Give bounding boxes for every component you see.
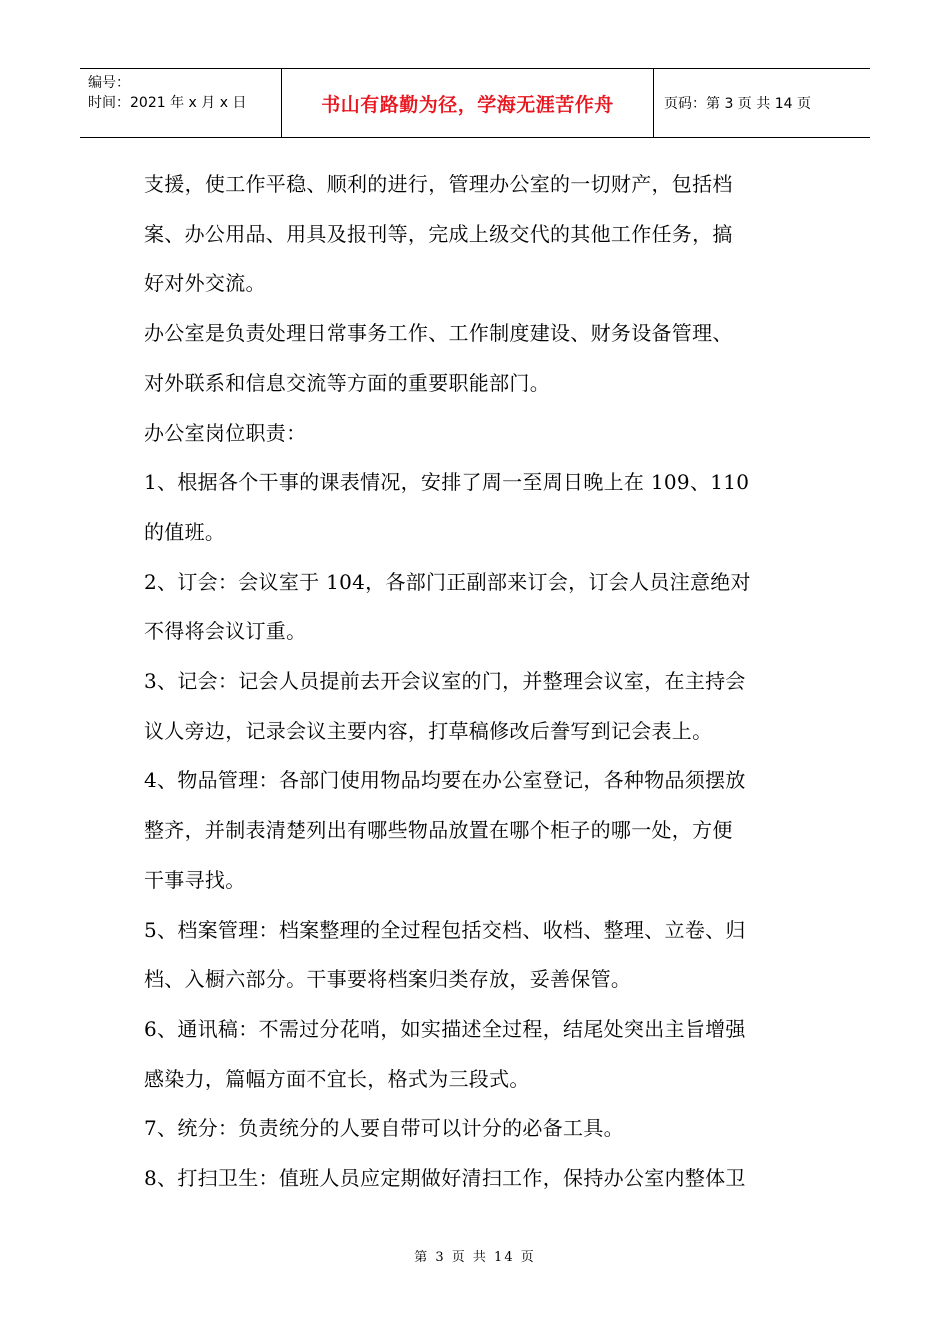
- body-line: 整齐，并制表清楚列出有哪些物品放置在哪个柜子的哪一处，方便: [144, 818, 733, 843]
- body-line: 办公室是负责处理日常事务工作、工作制度建设、财务设备管理、: [144, 321, 733, 346]
- page-footer: 第 3 页 共 14 页: [414, 1250, 536, 1265]
- body-line: 5、档案管理：档案整理的全过程包括交档、收档、整理、立卷、归: [144, 917, 746, 942]
- header-meta: [80, 69, 282, 137]
- body-line: 8、打扫卫生：值班人员应定期做好清扫工作，保持办公室内整体卫: [144, 1166, 746, 1191]
- body-line: 支援，使工作平稳、顺利的进行，管理办公室的一切财产，包括档: [144, 172, 733, 196]
- body-line: 1、根据各个干事的课表情况，安排了周一至周日晚上在 109、110: [144, 470, 750, 495]
- body-line: 的值班。: [144, 519, 226, 544]
- page-header: [80, 68, 870, 138]
- body-line: 议人旁边，记录会议主要内容，打草稿修改后誊写到记会表上。: [144, 718, 713, 743]
- body-line: 对外联系和信息交流等方面的重要职能部门。: [144, 370, 550, 395]
- body-line: 不得将会议订重。: [144, 619, 307, 644]
- header-motto: 书山有路勤为径，学海无涯苦作舟: [321, 93, 614, 116]
- body-line: 4、物品管理：各部门使用物品均要在办公室登记，各种物品须摆放: [144, 768, 746, 793]
- body-line: 办公室岗位职责：: [144, 420, 307, 445]
- body-line: 2、订会：会议室于 104，各部门正副部来订会，订会人员注意绝对: [144, 569, 751, 594]
- body-line: 6、通讯稿：不需过分花哨，如实描述全过程，结尾处突出主旨增强: [144, 1016, 746, 1041]
- body-line: 干事寻找。: [144, 867, 246, 892]
- document-time-label: 时间：2021 年 x 月 x 日: [88, 95, 247, 111]
- body-line: 案、办公用品、用具及报刊等，完成上级交代的其他工作任务，搞: [144, 221, 733, 246]
- body-line: 3、记会：记会人员提前去开会议室的门，并整理会议室，在主持会: [144, 669, 746, 694]
- document-number-label: 编号：: [88, 75, 130, 91]
- body-line: 7、统分：负责统分的人要自带可以计分的必备工具。: [144, 1116, 624, 1141]
- body-line: 感染力，篇幅方面不宜长，格式为三段式。: [144, 1066, 530, 1091]
- header-page-info: 页码：第 3 页 共 14 页: [664, 96, 811, 112]
- body-line: 好对外交流。: [144, 271, 266, 296]
- document-body: [144, 160, 814, 1204]
- body-line: 档、入橱六部分。干事要将档案归类存放，妥善保管。: [144, 967, 632, 992]
- header-motto-cell: [282, 69, 654, 137]
